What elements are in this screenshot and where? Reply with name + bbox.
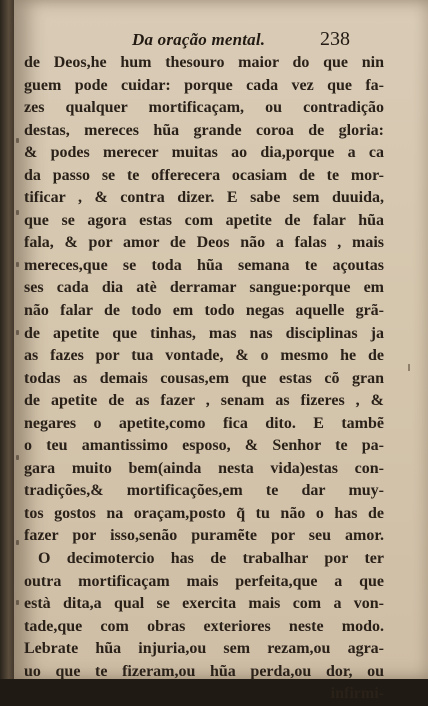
text-line: negares o apetite,como fica dito. E tambẽ — [24, 414, 384, 432]
book-page — [14, 0, 428, 703]
text-line: que se agora estas com apetite de falar hũa — [24, 211, 384, 229]
running-head — [14, 30, 428, 52]
margin-mark — [16, 330, 19, 335]
text-line: zes qualquer mortificaçam, ou contradição — [24, 99, 384, 117]
text-line: de apetite que tinhas, mas nas disciplinas ja — [24, 324, 384, 342]
text-line: o teu amantissimo esposo, & Senhor te pa- — [24, 437, 384, 455]
text-line: tade,que com obras exteriores neste modo. — [24, 617, 384, 635]
text-line: de apetite de as fazer , senam as fizeres , & — [24, 392, 384, 410]
catchword: infirmi- — [330, 685, 384, 703]
text-line: destas, mereces hũa grande coroa de gloria: — [24, 121, 384, 139]
text-line: fala, & por amor de Deos não a falas , mais — [24, 234, 384, 252]
body-text — [24, 52, 384, 706]
margin-mark — [16, 455, 19, 460]
paper-fleck — [408, 364, 410, 371]
text-line: uo que te fizeram,ou hũa perda,ou dor, ou — [24, 662, 384, 680]
margin-mark — [16, 210, 19, 215]
text-line: as fazes por tua vontade, & o mesmo he de — [24, 347, 384, 365]
text-line: O decimotercio has de trabalhar por ter — [38, 550, 384, 568]
text-line: de Deos,he hum thesouro maior do que nin — [24, 54, 384, 71]
text-line: mereces,que se toda hũa semana te açoutas — [24, 256, 384, 274]
text-line: gara muito bem(ainda nesta vida)estas con- — [24, 459, 384, 477]
text-line: tradições,& mortificações,em te dar muy- — [24, 482, 384, 500]
margin-mark — [16, 540, 19, 545]
margin-mark — [16, 262, 19, 267]
text-line: outra mortificaçam mais perfeita,que a que — [24, 572, 384, 590]
margin-mark — [16, 138, 19, 143]
text-line: & podes merecer muitas ao dia,porque a ca — [24, 144, 384, 162]
text-line: guem pode cuidar: porque cada vez que fa- — [24, 76, 384, 94]
text-line: tificar , & contra dizer. E sabe sem duuida, — [24, 189, 384, 207]
running-head-title: Da oração mental. — [132, 30, 266, 49]
text-line: da passo se te offerecera ocasiam de te mor- — [24, 166, 384, 184]
margin-mark — [16, 600, 19, 605]
text-line: todas as demais cousas,em que estas cõ gran — [24, 369, 384, 387]
page-number: 238 — [320, 28, 350, 50]
text-line: Lebrate hũa injuria,ou sem rezam,ou agra- — [24, 640, 384, 658]
text-line: està dita,a qual se exercita mais com a von- — [24, 595, 384, 613]
text-line: fazer por isso,senão puramẽte por seu amor. — [24, 527, 384, 545]
text-line: tos gostos na oraçam,posto q̃ tu não o has de — [24, 504, 384, 522]
text-line: não falar de todo em todo negas aquelle grã- — [24, 302, 384, 320]
text-line: ses cada dia atè derramar sangue:porque em — [24, 279, 384, 297]
